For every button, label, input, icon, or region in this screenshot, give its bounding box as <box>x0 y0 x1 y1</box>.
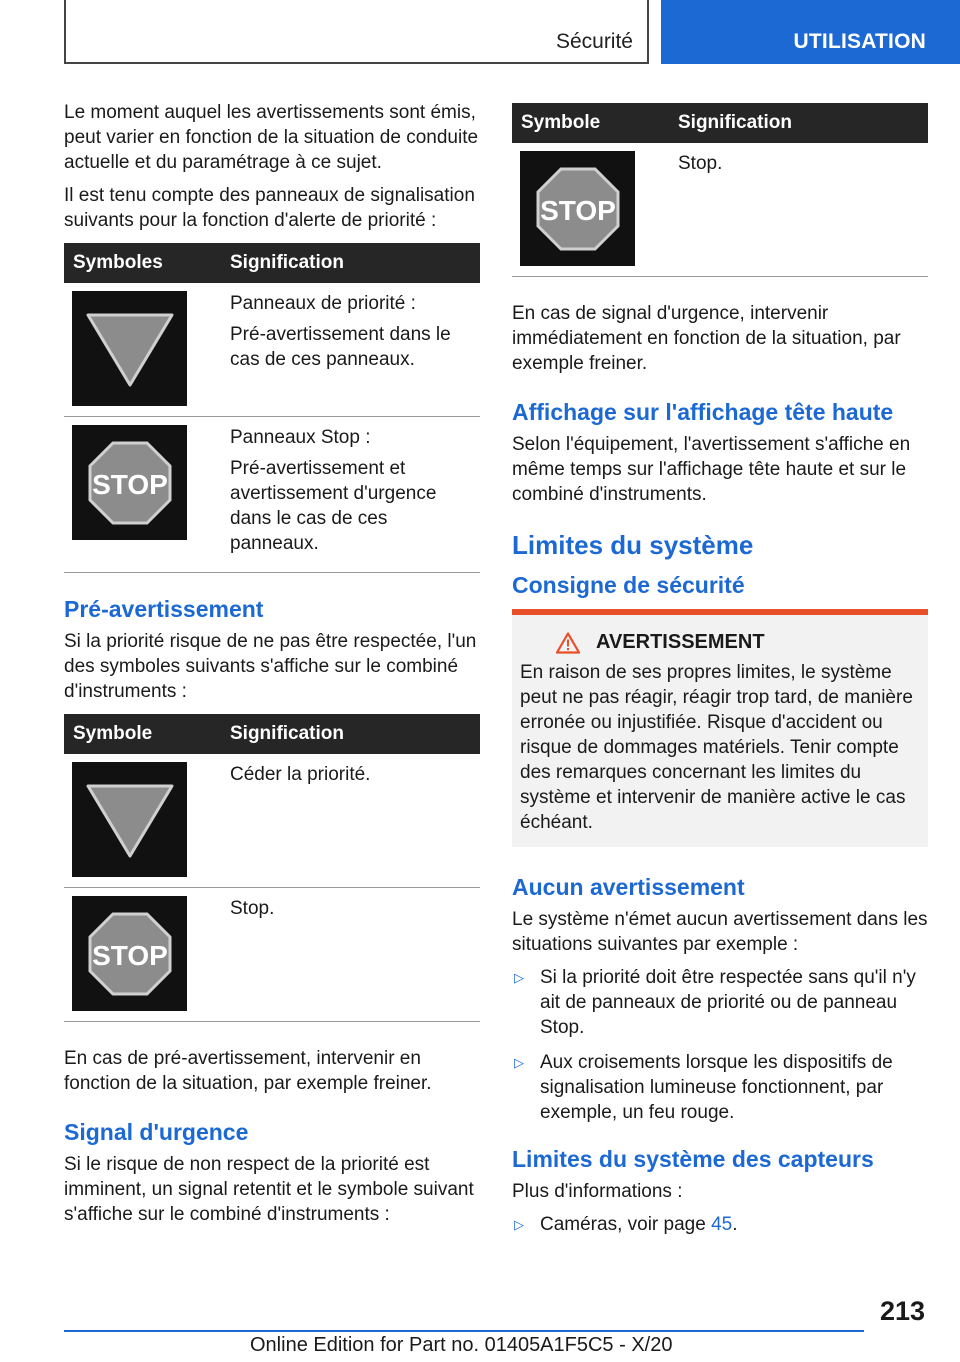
meaning-line: Pré-avertissement dans le cas de ces panneaux. <box>230 324 451 370</box>
list-item-text: Aux croisements lorsque les dispositifs de signalisation lumineuse fonctionnent, par exemple, un feu rouge. <box>540 1052 893 1123</box>
no-warning-text: Le système n'émet aucun avertissement dans les situations suivantes par exemple : <box>512 909 928 955</box>
stop-sign-icon <box>72 425 187 540</box>
heading-sensor-limits: Limites du système des capteurs <box>512 1146 874 1172</box>
header-chapter-title: UTILISATION <box>793 30 926 53</box>
table-row <box>64 754 480 888</box>
intro-paragraph-1: Le moment auquel les avertissements sont émis, peut varier en fonction de la situation de conduite actuelle et du paramétrage à ce sujet. <box>64 102 479 173</box>
sensor-text: Plus d'informations : <box>512 1181 683 1202</box>
column-header-meaning: Signification <box>678 112 792 133</box>
list-item-text: Si la priorité doit être respectée sans qu'il n'y ait de panneaux de priorité ou de panneau Stop. <box>540 967 916 1038</box>
warning-box <box>512 609 928 847</box>
column-header-meaning: Signification <box>230 252 344 273</box>
intro-paragraph-2: Il est tenu compte des panneaux de signalisation suivants pour la fonction d'alerte de priorité : <box>64 185 475 231</box>
list-item <box>512 1212 928 1237</box>
table-header <box>64 243 480 283</box>
heading-no-warning: Aucun avertissement <box>512 874 745 900</box>
stop-sign-icon <box>72 896 187 1011</box>
period: . <box>732 1214 738 1235</box>
warning-triangle-icon <box>556 632 580 654</box>
heading-urgent-signal: Signal d'urgence <box>64 1119 249 1145</box>
svg-text:STOP: STOP <box>91 468 168 500</box>
header-chapter-box <box>661 0 960 64</box>
heading-system-limits: Limites du système <box>512 530 754 560</box>
meaning-line: Pré-avertissement et avertissement d'urgence dans le cas de ces panneaux. <box>230 458 437 554</box>
page-link-45[interactable]: 45 <box>711 1214 733 1235</box>
pre-warning-after-text: En cas de pré-avertissement, intervenir en fonction de la situation, par exemple freiner. <box>64 1048 432 1094</box>
table-row <box>64 888 480 1022</box>
svg-text:STOP: STOP <box>91 939 168 971</box>
bullet-triangle-icon: ▷ <box>514 1055 524 1070</box>
column-header-meaning: Signification <box>230 723 344 744</box>
meaning-line: Panneaux Stop : <box>230 427 371 448</box>
heading-head-up-display: Affichage sur l'affichage tête haute <box>512 399 894 425</box>
warning-title: AVERTISSEMENT <box>596 631 765 653</box>
page-number: 213 <box>880 1296 926 1326</box>
svg-text:STOP: STOP <box>539 194 616 226</box>
meaning-line: Panneaux de priorité : <box>230 293 416 314</box>
table-row <box>64 283 480 417</box>
pre-warning-symbols-table <box>64 714 480 1022</box>
cameras-reference-text: Caméras, voir page <box>540 1214 712 1235</box>
urgent-after-text: En cas de signal d'urgence, intervenir immédiatement en fonction de la situation, par exemple freiner. <box>512 303 901 374</box>
column-header-symbol: Symbole <box>73 723 153 744</box>
head-up-display-text: Selon l'équipement, l'avertissement s'affiche en même temps sur l'affichage tête haute et sur le combiné d'instruments. <box>512 434 911 505</box>
warning-text: En raison de ses propres limites, le système peut ne pas réagir, réagir trop tard, de manière erronée ou injustifiée. Risque d'accident ou risque de dommages matériels. Tenir compte des remarques concernant les limites du système et intervenir de manière active le cas échéant. <box>520 662 913 833</box>
column-header-symbol: Symbole <box>521 112 601 133</box>
header-section-title: Sécurité <box>555 30 633 53</box>
footer-edition-text: Online Edition for Part no. 01405A1F5C5 - X/20 <box>250 1334 673 1356</box>
meaning-text: Stop. <box>678 153 723 174</box>
header-section-box <box>64 0 649 64</box>
table-header <box>512 103 928 143</box>
left-column <box>64 100 480 1235</box>
yield-sign-icon <box>72 291 187 406</box>
list-item-text <box>540 1212 738 1237</box>
warning-title-row <box>520 631 920 654</box>
heading-safety-note: Consigne de sécurité <box>512 572 745 598</box>
priority-signs-table <box>64 243 480 573</box>
heading-pre-warning: Pré-avertissement <box>64 596 264 622</box>
meaning-text: Céder la priorité. <box>230 764 371 785</box>
meaning-text: Stop. <box>230 898 275 919</box>
bullet-triangle-icon: ▷ <box>514 970 524 985</box>
yield-sign-icon <box>72 762 187 877</box>
table-row <box>64 417 480 573</box>
footer-divider <box>64 1330 864 1332</box>
list-item <box>512 1050 928 1125</box>
urgent-symbol-table <box>512 103 928 277</box>
urgent-signal-text: Si le risque de non respect de la priorité est imminent, un signal retentit et le symbole suivant s'affiche sur le combiné d'instruments : <box>64 1154 474 1225</box>
bullet-triangle-icon: ▷ <box>514 1217 524 1232</box>
table-header <box>64 714 480 754</box>
right-column <box>512 93 928 1247</box>
stop-sign-icon <box>520 151 635 266</box>
table-row <box>512 143 928 277</box>
pre-warning-text: Si la priorité risque de ne pas être respectée, l'un des symboles suivants s'affiche sur le combiné d'instruments : <box>64 631 477 702</box>
column-header-symbols: Symboles <box>73 252 163 273</box>
list-item <box>512 965 928 1040</box>
